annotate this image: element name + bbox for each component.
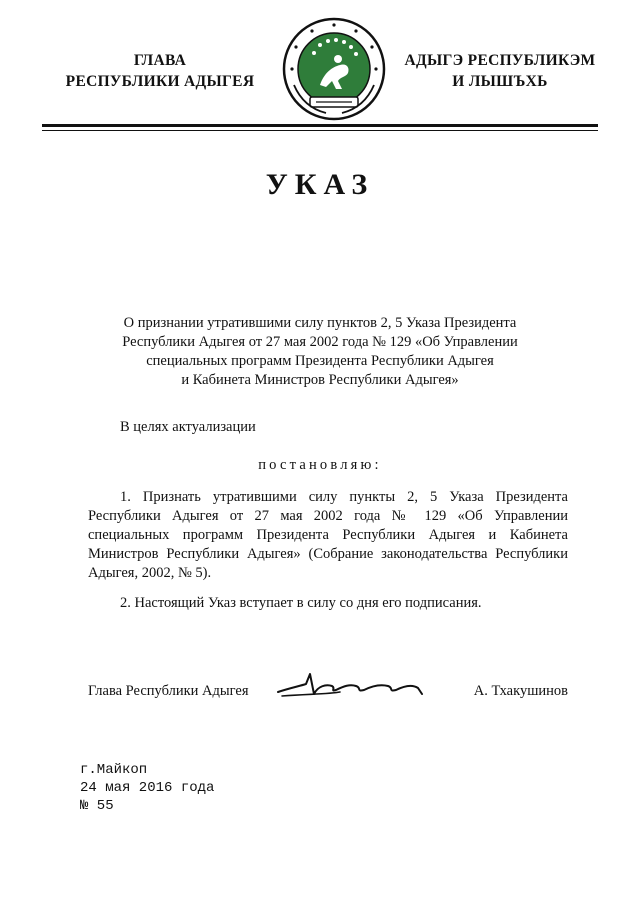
- header-left-line2: РЕСПУБЛИКИ АДЫГЕЯ: [65, 73, 255, 90]
- document-type-title: УКАЗ: [265, 168, 375, 201]
- issue-date: 24 мая 2016 года: [80, 780, 215, 796]
- signatory-title: Глава Республики Адыгея: [88, 683, 249, 699]
- decree-item-2: 2. Настоящий Указ вступает в силу со дня его подписания.: [120, 595, 482, 611]
- document-number: № 55: [80, 798, 114, 814]
- preamble: В целях актуализации: [120, 419, 256, 435]
- issue-place: г.Майкоп: [80, 762, 148, 778]
- decree-item-1: 1. Признать утратившими силу пункты 2, 5 Указа Президента Республики Адыгея от 27 мая 2002 года № 129 «Об Управлении специальных программ Президента Республики Адыгея и Кабинета Министров Республики Адыгея» (Собрание законодательства Республики Адыгея, 2002, № 5).: [88, 489, 568, 581]
- subject-line: О признании утратившими силу пунктов 2, 5 Указа Президента: [123, 315, 517, 331]
- header-left: [44, 50, 276, 92]
- header-right-line2: И ЛЫШЪХЬ: [452, 73, 548, 90]
- header-left-line1: ГЛАВА: [133, 52, 187, 69]
- header-rule-thin: [42, 130, 598, 131]
- handwritten-signature-icon: [270, 664, 430, 706]
- subject-line: Республики Адыгея от 27 мая 2002 года № 129 «Об Управлении: [122, 334, 518, 350]
- signatory-name: А. Тхакушинов: [473, 683, 568, 699]
- subject-line: специальных программ Президента Республики Адыгея: [146, 353, 494, 369]
- republic-emblem-icon: [280, 15, 388, 123]
- header-right-line1: АДЫГЭ РЕСПУБЛИКЭМ: [404, 52, 596, 69]
- decree-word: постановляю:: [258, 457, 382, 473]
- header-rule-thick: [42, 124, 598, 127]
- header-right: [392, 50, 608, 92]
- subject-line: и Кабинета Министров Республики Адыгея»: [181, 372, 459, 388]
- document-subject: [100, 314, 540, 390]
